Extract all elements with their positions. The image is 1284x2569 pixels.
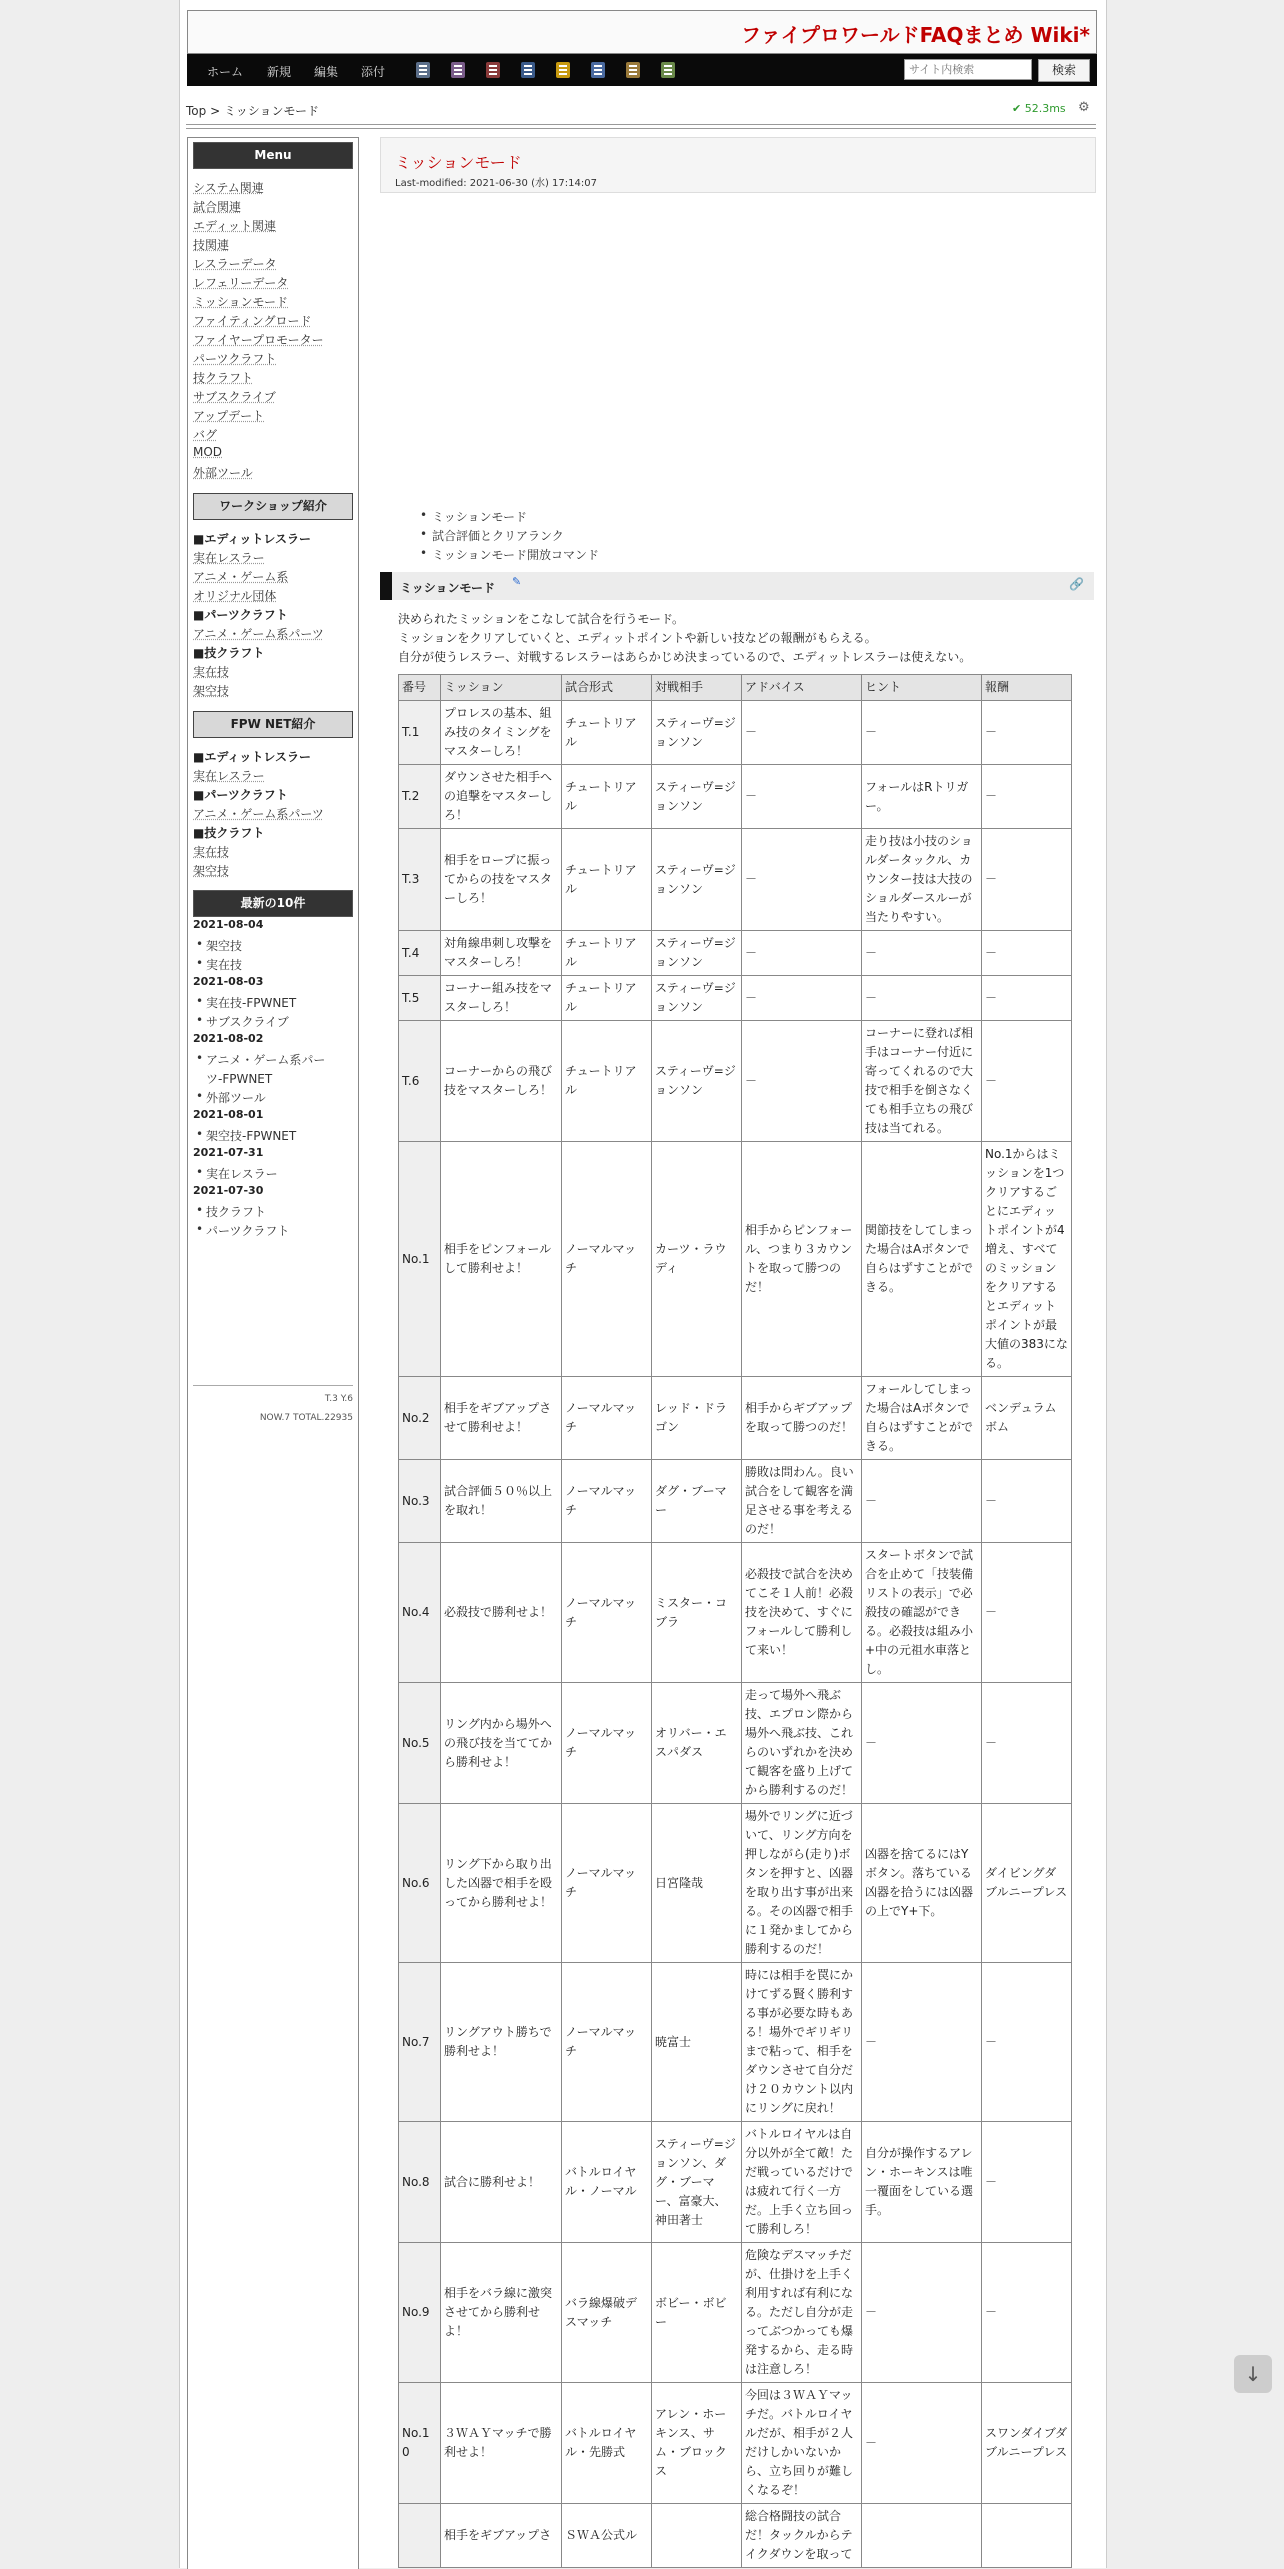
- table-cell: アレン・ホーキンス、サム・ブロックス: [652, 2383, 742, 2504]
- table-row: [399, 1377, 1072, 1460]
- recent-item-link[interactable]: • アニメ・ゲーム系パー: [206, 1051, 325, 1068]
- search-button[interactable]: 検索: [1038, 59, 1090, 82]
- table-cell: －: [982, 1683, 1072, 1804]
- mission-number-cell: T.4: [399, 931, 441, 976]
- sidebar-menu-item[interactable]: 試合関連: [193, 200, 242, 214]
- table-cell: －: [982, 1460, 1072, 1543]
- lock-icon[interactable]: [556, 62, 570, 78]
- table-cell: 暁富士: [652, 1963, 742, 2122]
- table-cell: リング内から場外への飛び技を当ててから勝利せよ！: [441, 1683, 562, 1804]
- table-row: [399, 1543, 1072, 1683]
- table-cell: 相手からピンフォール、つまり３カウントを取って勝つのだ！: [742, 1142, 862, 1377]
- table-cell: －: [742, 829, 862, 931]
- toc-item-rating[interactable]: • 試合評価とクリアランク: [432, 527, 564, 544]
- table-cell: 危険なデスマッチだが、仕掛けを上手く利用すれば有利になる。ただし自分が走ってぶつかっても爆発するから、走る時は注意しろ！: [742, 2243, 862, 2383]
- mission-number-cell: [399, 2504, 441, 2568]
- table-cell: 相手をピンフォールして勝利せよ！: [441, 1142, 562, 1377]
- mission-number-cell: No.5: [399, 1683, 441, 1804]
- workshop-link[interactable]: 架空技: [193, 684, 230, 698]
- mission-number-cell: T.6: [399, 1021, 441, 1142]
- table-cell: 相手からギブアップを取って勝つのだ！: [742, 1377, 862, 1460]
- toc-item-commands[interactable]: • ミッションモード開放コマンド: [432, 546, 599, 563]
- mission-number-cell: No.7: [399, 1963, 441, 2122]
- table-cell: スティーヴ=ジョンソン、ダグ・ブーマー、富豪大、神田著士: [652, 2122, 742, 2243]
- workshop-link[interactable]: オリジナル団体: [193, 589, 277, 603]
- table-cell: －: [862, 2383, 982, 2504]
- table-row: [399, 1142, 1072, 1377]
- table-cell: －: [742, 931, 862, 976]
- counter-today: T.3 Y.6: [324, 1394, 353, 1404]
- table-cell: －: [982, 765, 1072, 829]
- table-cell: －: [982, 701, 1072, 765]
- fpw-category: ■エディットレスラー: [193, 750, 312, 764]
- table-cell: スティーヴ=ジョンソン: [652, 765, 742, 829]
- table-row: [399, 2122, 1072, 2243]
- recent-date: 2021-08-04: [193, 918, 264, 931]
- table-cell: リング下から取り出した凶器で相手を殴ってから勝利せよ！: [441, 1804, 562, 1963]
- table-cell: －: [982, 829, 1072, 931]
- table-cell: 自分が操作するアレン・ホーキンスは唯一覆面をしている選手。: [862, 2122, 982, 2243]
- mission-number-cell: No.2: [399, 1377, 441, 1460]
- mission-number-cell: T.5: [399, 976, 441, 1021]
- table-row: [399, 2383, 1072, 2504]
- table-cell: 日宮隆哉: [652, 1804, 742, 1963]
- table-cell: 相手をバラ線に激突させてから勝利せよ！: [441, 2243, 562, 2383]
- table-row: [399, 2504, 1072, 2568]
- table-cell: 凶器を捨てるにはYボタン。落ちている凶器を拾うには凶器の上でY+下。: [862, 1804, 982, 1963]
- table-cell: ３ＷＡＹマッチで勝利せよ！: [441, 2383, 562, 2504]
- table-cell: No.1からはミッションを1つクリアするごとにエディットポイントが4増え、すべてのミッションをクリアするとエディットポイントが最大値の383になる。: [982, 1142, 1072, 1377]
- table-cell: 時には相手を罠にかけてずる賢く勝利する事が必要な時もある！場外でギリギリまで粘って、相手をダウンさせて自分だけ２０カウント以内にリングに戻れ！: [742, 1963, 862, 2122]
- table-cell: リングアウト勝ちで勝利せよ！: [441, 1963, 562, 2122]
- table-cell: －: [862, 701, 982, 765]
- sidebar: [187, 137, 359, 2569]
- fpw-category: ■パーツクラフト: [193, 788, 288, 802]
- table-cell: チュートリアル: [562, 976, 652, 1021]
- table-cell: －: [982, 2243, 1072, 2383]
- table-cell: フォールしてしまった場合はAボタンで自らはずすことができる。: [862, 1377, 982, 1460]
- table-row: [399, 701, 1072, 765]
- table-row: [399, 976, 1072, 1021]
- workshop-link[interactable]: アニメ・ゲーム系: [193, 570, 289, 584]
- table-cell: ダグ・ブーマー: [652, 1460, 742, 1543]
- table-cell: －: [982, 2122, 1072, 2243]
- sidebar-menu-item[interactable]: レスラーデータ: [193, 257, 277, 271]
- mission-number-cell: No.10: [399, 2383, 441, 2504]
- table-cell: スティーヴ=ジョンソン: [652, 829, 742, 931]
- sidebar-menu-item[interactable]: アップデート: [193, 409, 265, 423]
- mission-table: [398, 674, 1072, 2568]
- fpw-link[interactable]: 架空技: [193, 864, 230, 878]
- fpw-link[interactable]: 実在レスラー: [193, 769, 265, 783]
- sidebar-menu-item[interactable]: 外部ツール: [193, 466, 253, 480]
- recent-header: 最新の10件: [193, 890, 353, 917]
- table-cell: スティーヴ=ジョンソン: [652, 931, 742, 976]
- diff-icon[interactable]: [486, 62, 500, 78]
- table-cell: チュートリアル: [562, 765, 652, 829]
- table-row: [399, 829, 1072, 931]
- timing-check-icon: ✔: [1012, 102, 1025, 115]
- table-cell: 試合評価５０％以上を取れ！: [441, 1460, 562, 1543]
- table-cell: ノーマルマッチ: [562, 1142, 652, 1377]
- sidebar-menu-item[interactable]: システム関連: [193, 181, 264, 195]
- table-cell: 相手をギブアップさ: [441, 2504, 562, 2568]
- table-cell: －: [742, 701, 862, 765]
- scroll-down-button[interactable]: [1234, 2355, 1272, 2393]
- table-cell: カーツ・ラウディ: [652, 1142, 742, 1377]
- mission-number-cell: No.9: [399, 2243, 441, 2383]
- table-row: [399, 1963, 1072, 2122]
- mission-number-cell: T.2: [399, 765, 441, 829]
- table-cell: ノーマルマッチ: [562, 1804, 652, 1963]
- table-row: [399, 2243, 1072, 2383]
- table-cell: －: [862, 976, 982, 1021]
- recent-item-link[interactable]: • 架空技: [206, 937, 242, 954]
- table-cell: バトルロイヤル・先勝式: [562, 2383, 652, 2504]
- table-cell: －: [862, 1683, 982, 1804]
- workshop-link[interactable]: 実在レスラー: [193, 551, 265, 565]
- sidebar-menu-item[interactable]: ファイヤープロモーター: [193, 333, 324, 347]
- intro-line: 決められたミッションをこなして試合を行うモード。: [398, 612, 684, 626]
- table-cell: フォールはRトリガー。: [862, 765, 982, 829]
- recent-item-link[interactable]: • 架空技-FPWNET: [206, 1127, 296, 1144]
- header-divider: [186, 124, 1096, 129]
- recent-item-link[interactable]: • 実在レスラー: [206, 1165, 278, 1182]
- table-cell: 相手をロープに振ってからの技をマスターしろ！: [441, 829, 562, 931]
- table-cell: スティーヴ=ジョンソン: [652, 1021, 742, 1142]
- breadcrumb-separator: >: [210, 104, 221, 118]
- table-cell: －: [982, 1543, 1072, 1683]
- sidebar-menu-item[interactable]: レフェリーデータ: [193, 276, 289, 290]
- table-cell: 総合格闘技の試合だ！タックルからテイクダウンを取って: [742, 2504, 862, 2568]
- recent-item-link[interactable]: • 技クラフト: [206, 1203, 266, 1220]
- table-cell: 今回は３ＷＡＹマッチだ。バトルロイヤルだが、相手が２人だけしかいないから、立ち回りが難しくなるぞ！: [742, 2383, 862, 2504]
- history-icon[interactable]: [626, 62, 640, 78]
- table-cell: －: [742, 765, 862, 829]
- recent-date: 2021-08-01: [193, 1108, 264, 1121]
- nav-attach-link[interactable]: 添付: [361, 65, 386, 79]
- page-title-box: [380, 137, 1096, 193]
- nav-home-link[interactable]: ホーム: [207, 65, 244, 79]
- table-cell: ノーマルマッチ: [562, 1963, 652, 2122]
- mission-number-cell: T.3: [399, 829, 441, 931]
- table-header-cell: 報酬: [982, 675, 1072, 701]
- table-header-cell: ミッション: [441, 675, 562, 701]
- intro-line: ミッションをクリアしていくと、エディットポイントや新しい技などの報酬がもらえる。: [398, 631, 877, 645]
- workshop-category: ■エディットレスラー: [193, 532, 312, 546]
- table-body: [399, 701, 1072, 2568]
- fpw-header: FPW NET紹介: [193, 711, 353, 738]
- table-header-row: [399, 675, 1072, 701]
- workshop-category: ■技クラフト: [193, 646, 265, 660]
- table-cell: コーナーからの飛び技をマスターしろ！: [441, 1021, 562, 1142]
- breadcrumb: [186, 102, 319, 119]
- table-row: [399, 1804, 1072, 1963]
- workshop-category: ■パーツクラフト: [193, 608, 288, 622]
- table-cell: 試合に勝利せよ！: [441, 2122, 562, 2243]
- table-row: [399, 1683, 1072, 1804]
- breadcrumb-current: ミッションモード: [223, 104, 320, 118]
- table-cell: ＳＷＡ公式ル: [562, 2504, 652, 2568]
- table-cell: －: [982, 931, 1072, 976]
- table-cell: －: [982, 1021, 1072, 1142]
- table-cell: 走り技は小技のショルダータックル、カウンター技は大技のショルダースルーが当たりやすい。: [862, 829, 982, 931]
- list-icon[interactable]: [416, 62, 430, 78]
- recent-item-link[interactable]: • サブスクライブ: [206, 1013, 289, 1030]
- recent-date: 2021-07-30: [193, 1184, 264, 1197]
- attach-icon[interactable]: [661, 62, 675, 78]
- anchor-link-icon[interactable]: 🔗: [1069, 577, 1084, 591]
- recent-date: 2021-08-02: [193, 1032, 264, 1045]
- section-header: [380, 572, 1094, 600]
- mission-number-cell: No.8: [399, 2122, 441, 2243]
- table-cell: ノーマルマッチ: [562, 1543, 652, 1683]
- workshop-header: ワークショップ紹介: [193, 493, 353, 520]
- page-icon[interactable]: [451, 62, 465, 78]
- table-cell: チュートリアル: [562, 829, 652, 931]
- table-cell: レッド・ドラゴン: [652, 1377, 742, 1460]
- site-header: [187, 10, 1097, 54]
- edit-pencil-icon[interactable]: ✎: [512, 575, 522, 588]
- menu-header: Menu: [193, 142, 353, 169]
- recent-date: 2021-07-31: [193, 1146, 264, 1159]
- table-cell: 場外でリングに近づいて、リング方向を押しながら(走り)ボタンを押すと、凶器を取り出す事が出来る。その凶器で相手に１発かましてから勝利するのだ！: [742, 1804, 862, 1963]
- sidebar-menu-item[interactable]: ファイティングロード: [193, 314, 312, 328]
- page-title: ミッションモード: [395, 153, 522, 172]
- table-cell: スティーヴ=ジョンソン: [652, 701, 742, 765]
- copy-icon[interactable]: [591, 62, 605, 78]
- table-cell: ノーマルマッチ: [562, 1377, 652, 1460]
- table-cell: コーナーに登れば相手はコーナー付近に寄ってくれるので大技で相手を倒さなくても相手立ちの飛び技は当てれる。: [862, 1021, 982, 1142]
- counter-divider: [193, 1385, 353, 1386]
- timing-value: 52.3ms: [1024, 102, 1066, 115]
- table-cell: －: [982, 976, 1072, 1021]
- table-row: [399, 1460, 1072, 1543]
- backup-icon[interactable]: [521, 62, 535, 78]
- fpw-link[interactable]: アニメ・ゲーム系パーツ: [193, 807, 324, 821]
- recent-date: 2021-08-03: [193, 975, 264, 988]
- last-modified: Last-modified: 2021-06-30 (水) 17:14:07: [395, 178, 597, 189]
- table-cell: チュートリアル: [562, 701, 652, 765]
- mission-number-cell: No.1: [399, 1142, 441, 1377]
- mission-number-cell: No.4: [399, 1543, 441, 1683]
- table-cell: －: [862, 1460, 982, 1543]
- table-cell: オリバー・エスパダス: [652, 1683, 742, 1804]
- render-timing: [1012, 102, 1066, 115]
- table-header-cell: アドバイス: [742, 675, 862, 701]
- table-cell: 必殺技で勝利せよ！: [441, 1543, 562, 1683]
- arrow-down-icon: ↓: [1244, 2362, 1262, 2386]
- recent-item-link[interactable]: ツ-FPWNET: [206, 1072, 273, 1086]
- table-cell: ノーマルマッチ: [562, 1683, 652, 1804]
- table-cell: ダウンさせた相手への追撃をマスターしろ！: [441, 765, 562, 829]
- sidebar-menu-item[interactable]: エディット関連: [193, 219, 277, 233]
- sidebar-menu-item[interactable]: MOD: [193, 445, 223, 459]
- search-input[interactable]: [904, 59, 1032, 80]
- recent-item-link[interactable]: • 実在技: [206, 956, 242, 973]
- table-row: [399, 931, 1072, 976]
- table-cell: コーナー組み技をマスターしろ！: [441, 976, 562, 1021]
- table-cell: －: [862, 2243, 982, 2383]
- nav-edit-link[interactable]: 編集: [314, 65, 339, 79]
- sidebar-menu-item[interactable]: ミッションモード: [193, 295, 289, 309]
- table-cell: [982, 2504, 1072, 2568]
- table-cell: 関節技をしてしまった場合はAボタンで自らはずすことができる。: [862, 1142, 982, 1377]
- table-cell: 勝敗は問わん。良い試合をして観客を満足させる事を考えるのだ！: [742, 1460, 862, 1543]
- table-cell: スタートボタンで試合を止めて「技装備リストの表示」で必殺技の確認ができる。必殺技は組み小+中の元祖水車落とし。: [862, 1543, 982, 1683]
- table-row: [399, 1021, 1072, 1142]
- table-cell: 走って場外へ飛ぶ技、エプロン際から場外へ飛ぶ技、これらのいずれかを決めて観客を盛り上げてから勝利するのだ！: [742, 1683, 862, 1804]
- table-cell: －: [742, 976, 862, 1021]
- table-cell: －: [862, 931, 982, 976]
- site-title[interactable]: ファイプロワールドFAQまとめ Wiki*: [741, 23, 1090, 47]
- table-header-cell: 対戦相手: [652, 675, 742, 701]
- recent-item-link[interactable]: • 実在技-FPWNET: [206, 994, 296, 1011]
- table-cell: バラ線爆破デスマッチ: [562, 2243, 652, 2383]
- recent-item-link[interactable]: • 外部ツール: [206, 1089, 266, 1106]
- mission-number-cell: No.6: [399, 1804, 441, 1963]
- table-cell: スワンダイブダブルニープレス: [982, 2383, 1072, 2504]
- nav-new-link[interactable]: 新規: [267, 65, 292, 79]
- mission-number-cell: No.3: [399, 1460, 441, 1543]
- gear-icon[interactable]: ⚙: [1078, 100, 1090, 115]
- table-cell: ミスター・コブラ: [652, 1543, 742, 1683]
- table-cell: ノーマルマッチ: [562, 1460, 652, 1543]
- table-cell: 相手をギブアップさせて勝利せよ！: [441, 1377, 562, 1460]
- table-cell: －: [742, 1021, 862, 1142]
- table-cell: スティーヴ=ジョンソン: [652, 976, 742, 1021]
- sidebar-menu-item[interactable]: バグ: [193, 428, 218, 442]
- table-cell: [862, 2504, 982, 2568]
- fpw-category: ■技クラフト: [193, 826, 265, 840]
- table-cell: －: [982, 1963, 1072, 2122]
- table-cell: －: [862, 1963, 982, 2122]
- sidebar-menu-item[interactable]: 技関連: [193, 238, 230, 252]
- toc-item-mission-mode[interactable]: • ミッションモード: [432, 508, 527, 525]
- table-cell: ベンデュラムボム: [982, 1377, 1072, 1460]
- table-cell: ボビー・ボビー: [652, 2243, 742, 2383]
- mission-number-cell: T.1: [399, 701, 441, 765]
- table-cell: バトルロイヤルは自分以外が全て敵！ただ戦っているだけでは疲れて行く一方だ。上手く立ち回って勝利しろ！: [742, 2122, 862, 2243]
- table-cell: チュートリアル: [562, 931, 652, 976]
- table-header-cell: ヒント: [862, 675, 982, 701]
- counter-total: NOW.7 TOTAL.22935: [259, 1413, 353, 1423]
- navbar: [187, 54, 1097, 86]
- table-cell: バトルロイヤル・ノーマル: [562, 2122, 652, 2243]
- table-cell: チュートリアル: [562, 1021, 652, 1142]
- fpw-link[interactable]: 実在技: [193, 845, 230, 859]
- sidebar-menu-item[interactable]: パーツクラフト: [193, 352, 277, 366]
- section-title: ミッションモード: [400, 581, 496, 595]
- sidebar-menu-item[interactable]: 技クラフト: [193, 371, 254, 385]
- table-row: [399, 765, 1072, 829]
- table-cell: ダイビングダブルニープレス: [982, 1804, 1072, 1963]
- sidebar-menu-item[interactable]: サブスクライブ: [193, 390, 276, 404]
- table-header-cell: 番号: [399, 675, 441, 701]
- intro-line: 自分が使うレスラー、対戦するレスラーはあらかじめ決まっているので、エディットレスラーは使えない。: [398, 650, 972, 664]
- workshop-link[interactable]: アニメ・ゲーム系パーツ: [193, 627, 324, 641]
- workshop-link[interactable]: 実在技: [193, 665, 230, 679]
- breadcrumb-top-link[interactable]: Top: [186, 104, 207, 118]
- table-cell: プロレスの基本、組み技のタイミングをマスターしろ！: [441, 701, 562, 765]
- table-cell: 必殺技で試合を決めてこそ１人前！必殺技を決めて、すぐにフォールして勝利して来い！: [742, 1543, 862, 1683]
- table-cell: 対角線串刺し攻撃をマスターしろ！: [441, 931, 562, 976]
- table-cell: [652, 2504, 742, 2568]
- table-header-cell: 試合形式: [562, 675, 652, 701]
- recent-item-link[interactable]: • パーツクラフト: [206, 1222, 289, 1239]
